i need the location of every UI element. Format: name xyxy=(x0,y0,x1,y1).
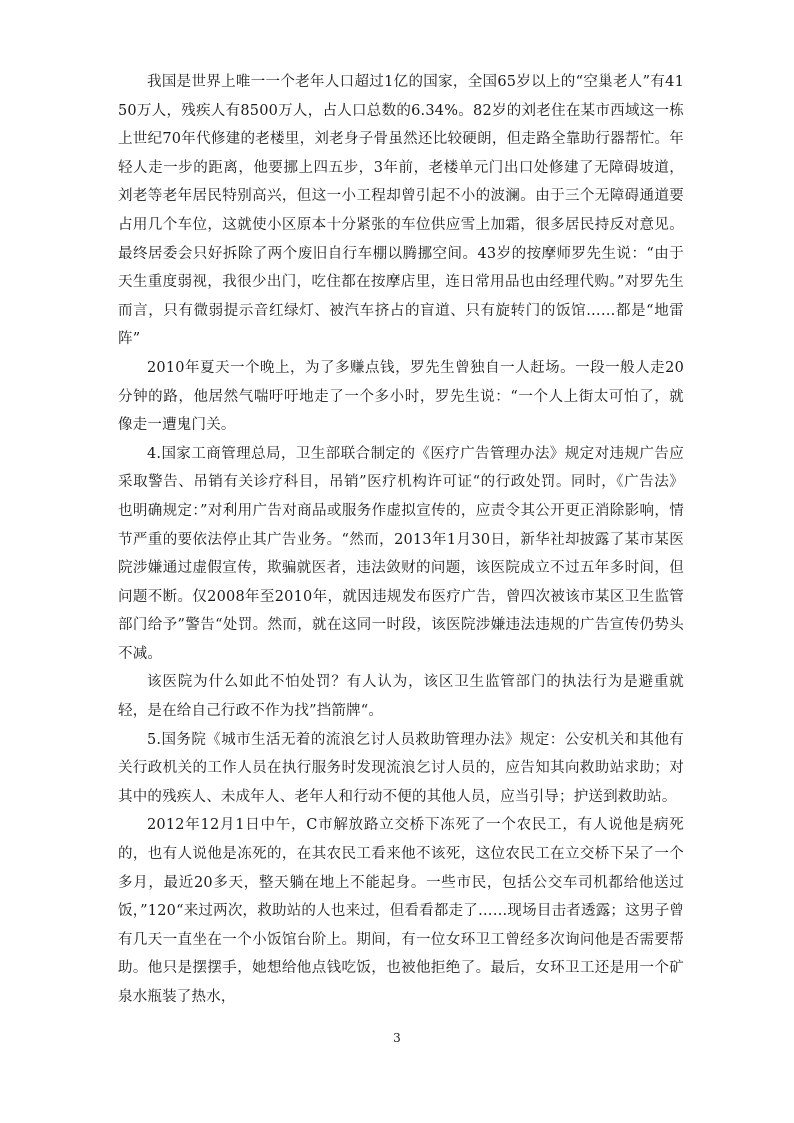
paragraph-vagrant-rescue-rules: 5.国务院《城市生活无着的流浪乞讨人员救助管理办法》规定：公安机关和其他有关行政机关的工作人员在执行服务时发现流浪乞讨人员的，应告知其向救助站求助；对其中的残疾人、未成年人、老年人和行动不便的其他人员，应当引导；护送到救助站。 xyxy=(118,731,684,805)
paragraph-elderly-disabled: 我国是世界上唯一一个老年人口超过1亿的国家，全国65岁以上的“空巢老人”有4150万人，残疾人有8500万人，占人口总数的6.34%。82岁的刘老住在某市西域这一栋上世纪70年代修建的老楼里，刘老身子骨虽然还比较硬朗，但走路全靠助行器帮忙。年轻人走一步的距离，他要挪上四五步，3年前，老楼单元门出口处修建了无障碍坡道，刘老等老年居民特别高兴，但这一小工程却曾引起不小的波澜。由于三个无障碍通道要占用几个车位，这就使小区原本十分紧张的车位供应雪上加霜，很多居民持反对意见。最终居委会只好拆除了两个废旧自行车棚以腾挪空间。43岁的按摩师罗先生说：“由于天生重度弱视，我很少出门，吃住都在按摩店里，连日常用品也由经理代购。”对罗先生而言，只有微弱提示音红绿灯、被汽车挤占的盲道、只有旋转门的饭馆……都是“地雷阵” xyxy=(118,74,684,348)
paragraph-migrant-worker-case: 2012年12月1日中午，C市解放路立交桥下冻死了一个农民工，有人说他是病死的，也有人说他是冻死的，在其农民工看来他不该死，这位农民工在立交桥下呆了一个多月，最近20多天，整天躺在地上不能起身。一些市民，包括公交车司机都给他送过饭，”120“来过两次，救助站的人也来过，但看看都走了……现场目击者透露；这男子曾有几天一直坐在一个小饭馆台阶上。期间，有一位女环卫工曾经多次询问他是否需要帮助。他只是摆摆手，她想给他点钱吃饭，也被他拒绝了。最后，女环卫工还是用一个矿泉水瓶装了热水， xyxy=(118,817,684,1005)
paragraph-massage-therapist: 2010年夏天一个晚上，为了多赚点钱，罗先生曾独自一人赶场。一段一般人走20分钟的路，他居然气喘吁吁地走了一个多小时，罗先生说：“一个人上街太可怕了，就像走一遭鬼门关。 xyxy=(118,359,684,434)
document-body xyxy=(118,68,684,1012)
paragraph-hospital-penalty: 该医院为什么如此不怕处罚？有人认为，该区卫生监管部门的执法行为是避重就轻，是在给自己行政不作为找”挡箭牌“。 xyxy=(118,674,684,720)
paragraph-medical-advertising: 4.国家工商管理总局，卫生部联合制定的《医疗广告管理办法》规定对违规广告应采取警告、吊销有关诊疗科目，吊销”医疗机构许可证“的行政处罚。同时，《广告法》也明确规定：”对利用广告对商品或服务作虚拟宣传的，应责令其公开更正消除影响，情节严重的要依法停止其广告业务。“然而，2013年1月30日，新华社却披露了某市某医院涉嫌通过虚假宣传，欺骗就医者，违法敛财的问题，该医院成立不过五年多时间，但问题不断。仅2008年至2010年，就因违规发布医疗广告，曾四次被该市某区卫生监管部门给予”警告“处罚。然而，就在这同一时段，该医院涉嫌违法违规的广告宣传仍势头不减。 xyxy=(118,445,684,662)
page-number: 3 xyxy=(393,1031,401,1045)
